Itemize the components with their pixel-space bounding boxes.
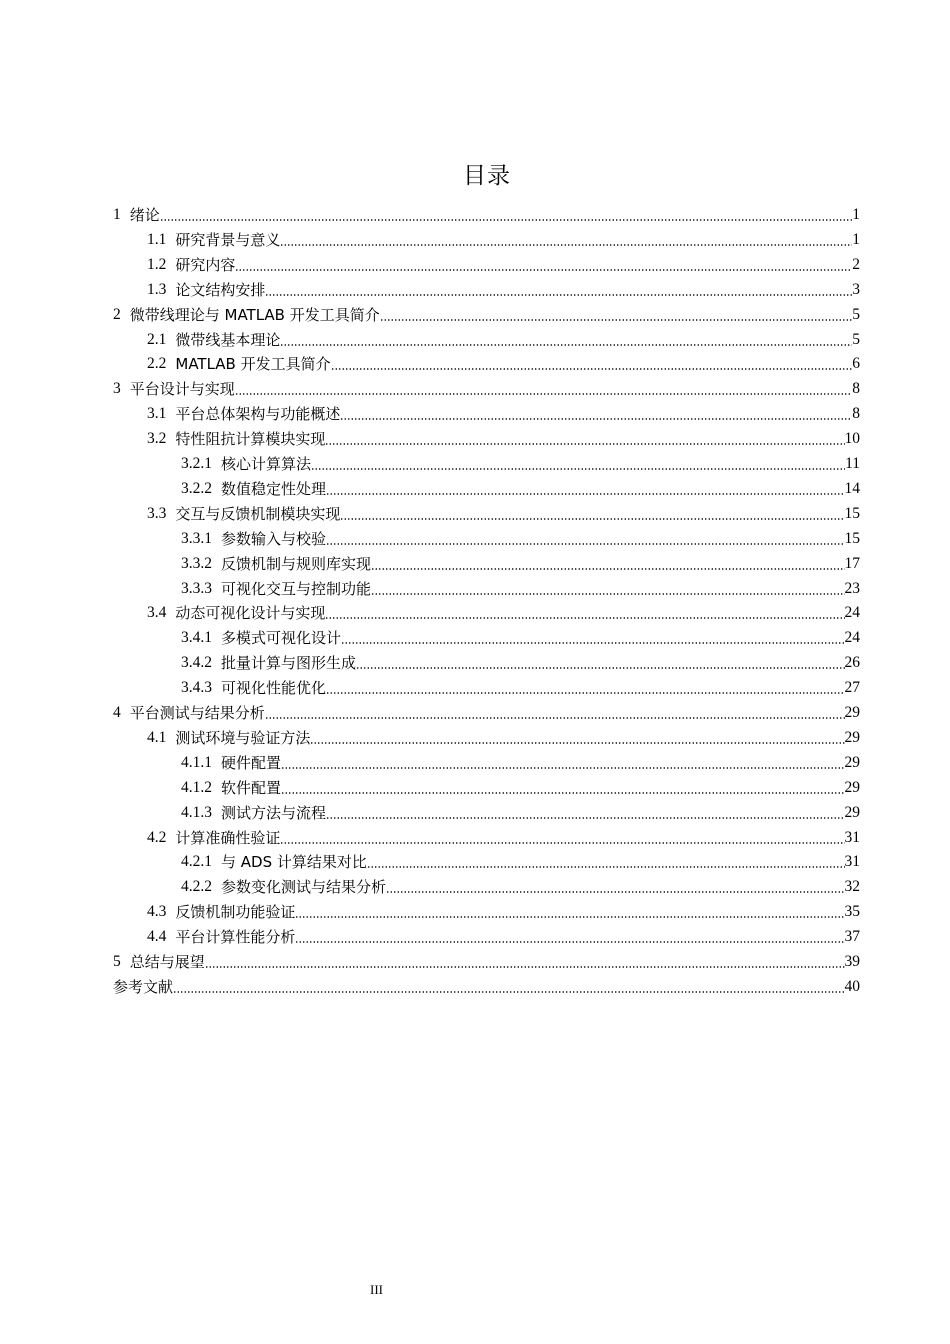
toc-entry-page: 26 [844,654,860,672]
toc-entry-number: 3.3.1 [181,529,212,547]
toc-entry[interactable] [113,974,860,998]
toc-entry-number: 3.1 [147,405,167,423]
toc-entry-page: 39 [844,953,860,970]
toc-entry-page: 29 [844,803,860,821]
toc-entry-page: 24 [844,604,860,622]
toc-dot-leader [326,692,844,694]
toc-entry-number: 4.3 [147,903,167,921]
toc-dot-leader [265,294,852,296]
toc-entry-title: 批量计算与图形生成 [221,654,357,673]
toc-entry-title: 微带线理论与 MATLAB 开发工具简介 [129,305,380,324]
toc-dot-leader [325,617,844,619]
toc-entry-title: 测试方法与流程 [221,803,327,822]
toc-entry-number: 1.2 [147,255,167,273]
toc-entry[interactable] [113,302,860,326]
toc-entry[interactable] [181,874,860,898]
toc-entry[interactable] [181,625,860,649]
toc-entry-title: 可视化交互与控制功能 [221,579,372,598]
toc-entry-page: 2 [852,255,860,273]
toc-entry-number: 3 [113,380,121,398]
toc-entry-title: 参数输入与校验 [221,529,327,548]
toc-entry-page: 24 [844,629,860,647]
toc-dot-leader [205,966,845,968]
toc-entry-title: 总结与展望 [129,953,205,971]
toc-dot-leader [326,543,844,545]
toc-entry[interactable] [181,576,860,600]
toc-entry[interactable] [147,327,860,351]
toc-dot-leader [265,717,845,719]
toc-entry[interactable] [147,600,860,624]
toc-entry-page: 5 [852,305,860,323]
toc-entry-page: 8 [852,380,860,398]
toc-entry-number: 4.2.1 [181,853,212,871]
toc-dot-leader [371,593,844,595]
toc-entry-number: 4 [113,704,121,721]
toc-entry-title: 数值稳定性处理 [221,479,327,498]
toc-entry[interactable] [147,277,860,301]
toc-dot-leader [281,792,844,794]
toc-entry-title: 反馈机制功能验证 [175,903,296,922]
toc-entry-page: 29 [844,753,860,771]
toc-entry[interactable] [147,924,860,948]
toc-entry-page: 10 [844,430,860,448]
toc-entry-number: 1.1 [147,230,167,248]
toc-entry[interactable] [181,750,860,774]
toc-dot-leader [341,642,844,644]
page-number: III [370,1282,383,1297]
toc-entry-title: 可视化性能优化 [221,679,327,698]
toc-entry-page: 15 [844,504,860,522]
toc-entry-title: 论文结构安排 [175,280,266,299]
toc-entry-page: 37 [844,928,860,946]
toc-entry-title: 动态可视化设计与实现 [175,604,326,623]
toc-entry[interactable] [113,376,860,400]
toc-entry-title: 硬件配置 [221,753,282,772]
toc-entry-title: 平台总体架构与功能概述 [175,405,341,424]
toc-entry-number: 3.4.1 [181,629,212,647]
toc-dot-leader [295,941,844,943]
toc-dot-leader [160,219,852,221]
toc-entry-page: 15 [844,529,860,547]
toc-entry-title: 计算准确性验证 [175,828,281,847]
toc-entry-title: 软件配置 [221,778,282,797]
toc-entry[interactable] [147,426,860,450]
toc-entry-number: 3.4.2 [181,654,212,672]
toc-entry-number: 3.2 [147,430,167,448]
toc-entry-page: 1 [852,230,860,248]
toc-dot-leader [280,842,844,844]
toc-entry-number: 3.3 [147,504,167,522]
toc-dot-leader [325,443,844,445]
toc-entry-number: 2 [113,305,121,323]
toc-entry-title: 研究内容 [175,255,236,274]
toc-entry-title: 特性阻抗计算模块实现 [175,430,326,449]
toc-entry-page: 40 [844,977,860,995]
toc-entry-page: 29 [844,778,860,796]
toc-entry-title: 平台设计与实现 [129,380,235,399]
toc-dot-leader [280,244,852,246]
toc-entry-title: 平台计算性能分析 [175,928,296,947]
toc-entry-page: 29 [844,728,860,746]
toc-dot-leader [235,393,852,395]
toc-entry-page: 27 [844,679,860,697]
toc-entry-page: 23 [844,579,860,597]
toc-entry-number: 4.2.2 [181,878,212,896]
toc-entry[interactable] [113,949,860,973]
toc-dot-leader [367,866,845,868]
toc-entry-page: 32 [844,878,860,896]
toc-dot-leader [340,518,844,520]
toc-entry-number: 3.3.3 [181,579,212,597]
toc-dot-leader [311,468,845,470]
toc-entry-title: 绪论 [129,206,160,224]
toc-entry-number: 4.1.3 [181,803,212,821]
toc-entry[interactable] [147,501,860,525]
toc-entry-number: 5 [113,953,121,970]
toc-dot-leader [326,493,844,495]
toc-dot-leader [386,891,844,893]
toc-entry-title: 与 ADS 计算结果对比 [221,853,367,872]
toc-entry[interactable] [113,202,860,226]
toc-entry[interactable] [181,650,860,674]
toc-dot-leader [380,319,853,321]
toc-entry[interactable] [181,775,860,799]
toc-entry-page: 29 [844,704,860,721]
toc-entry-page: 3 [852,280,860,298]
toc-dot-leader [340,418,852,420]
toc-entry-number: 4.4 [147,928,167,946]
toc-entry-page: 31 [844,853,860,871]
toc-entry-title: 研究背景与意义 [175,230,281,249]
toc-entry-title: 测试环境与验证方法 [175,728,311,747]
toc-entry[interactable] [181,451,860,475]
toc-entry-number: 3.2.2 [181,479,212,497]
toc-entry[interactable] [147,725,860,749]
toc-dot-leader [310,742,844,744]
toc-entry-page: 31 [844,828,860,846]
toc-entry-page: 6 [852,355,860,373]
toc-entry-page: 14 [844,479,860,497]
toc-entry-number: 4.1.1 [181,753,212,771]
toc-entry-number: 3.4.3 [181,679,212,697]
toc-entry-page: 5 [852,330,860,348]
toc-entry[interactable] [147,351,860,375]
toc-entry-number: 3.2.1 [181,455,212,472]
toc-entry-number: 2.1 [147,330,167,348]
toc-dot-leader [280,344,852,346]
toc-entry[interactable] [113,700,860,724]
toc-entry-page: 35 [844,903,860,921]
toc-entry[interactable] [147,825,860,849]
toc-dot-leader [326,817,844,819]
toc-entry[interactable] [181,800,860,824]
toc-entry-number: 2.2 [147,355,167,373]
toc-dot-leader [371,568,844,570]
toc-dot-leader [295,916,844,918]
toc-entry-title: 参数变化测试与结果分析 [221,878,387,897]
toc-entry-title: 微带线基本理论 [175,330,281,349]
toc-entry-number: 4.1 [147,728,167,746]
toc-entry-title: 反馈机制与规则库实现 [221,554,372,573]
toc-entry[interactable] [147,252,860,276]
toc-entry-title: 核心计算算法 [221,455,312,473]
toc-entry[interactable] [181,849,860,873]
toc-entry-title: 参考文献 [113,977,174,996]
toc-entry-title: 多模式可视化设计 [221,629,342,648]
toc-entry-title: 交互与反馈机制模块实现 [175,504,341,523]
toc-entry-title: MATLAB 开发工具简介 [175,355,331,374]
toc-entry[interactable] [147,227,860,251]
toc-entry-page: 8 [852,405,860,423]
toc-entry-number: 3.3.2 [181,554,212,572]
toc-entry[interactable] [147,401,860,425]
toc-entry-number: 4.2 [147,828,167,846]
toc-entry[interactable] [147,899,860,923]
toc-dot-leader [281,767,844,769]
toc-dot-leader [173,991,844,993]
toc-entry-number: 3.4 [147,604,167,622]
toc-dot-leader [356,667,844,669]
toc-entry-number: 4.1.2 [181,778,212,796]
toc-entry[interactable] [181,675,860,699]
toc-entry[interactable] [181,551,860,575]
toc-entry[interactable] [181,476,860,500]
toc-entry[interactable] [181,526,860,550]
toc-title: 目录 [463,163,511,189]
toc-entry-page: 11 [845,455,860,472]
toc-entry-title: 平台测试与结果分析 [129,704,265,722]
toc-entry-page: 1 [852,206,860,223]
toc-dot-leader [235,269,852,271]
toc-entry-number: 1 [113,206,121,223]
toc-entry-number: 1.3 [147,280,167,298]
toc-dot-leader [331,368,853,370]
toc-entry-page: 17 [844,554,860,572]
